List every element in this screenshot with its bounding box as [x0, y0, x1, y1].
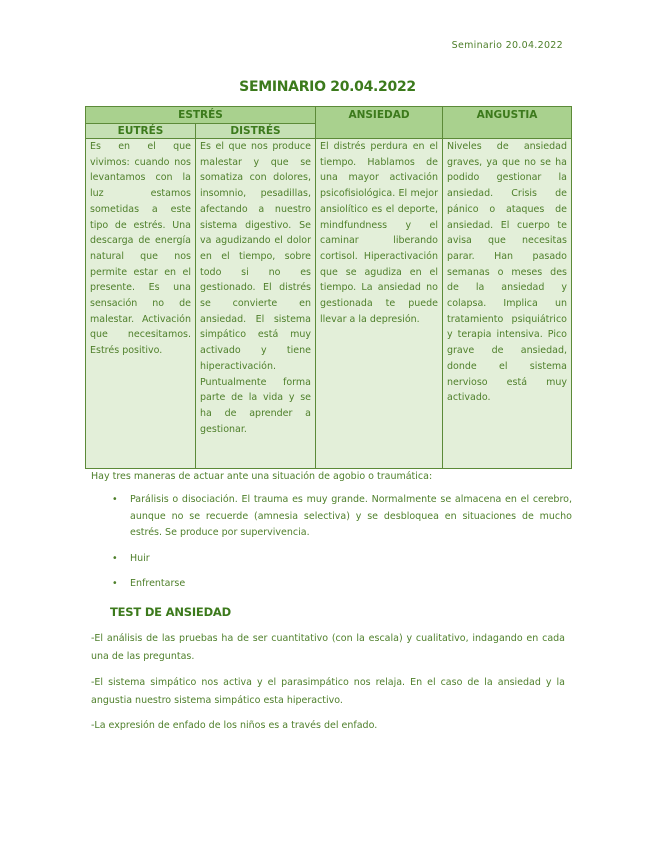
header-eutres: EUTRÉS	[86, 124, 196, 139]
bullet-list	[112, 492, 572, 602]
bullet-icon: •	[112, 552, 118, 564]
page-title: SEMINARIO 20.04.2022	[239, 79, 416, 95]
header-estres: ESTRÉS	[86, 107, 316, 124]
stress-comparison-table	[85, 106, 572, 469]
header-distres: DISTRÉS	[196, 124, 316, 139]
list-item	[112, 551, 572, 568]
paragraph: -El sistema simpático nos activa y el parasimpático nos relaja. En el caso de la ansiedad y la angustia nuestro sistema simpático esta hiperactivo.	[91, 677, 565, 706]
intro-text: Hay tres maneras de actuar ante una situación de agobio o traumática:	[91, 471, 433, 482]
bullet-icon: •	[112, 494, 118, 505]
list-item	[112, 492, 572, 542]
paragraph: -La expresión de enfado de los niños es a través del enfado.	[91, 720, 378, 731]
section-title: TEST DE ANSIEDAD	[110, 605, 231, 619]
header-angustia: ANGUSTIA	[443, 107, 572, 139]
cell-distres: Es el que nos produce malestar y que se somatiza con dolores, insomnio, pesadillas, afectando a nuestro sistema digestivo. Se va agudizando el dolor en el tiempo, sobre todo si no es gestionado. El distrés se convierte en ansiedad. El sistema simpático está muy activado y tiene hiperactivación. Puntualmente forma parte de la vida y se ha de aprender a gestionar.	[196, 139, 316, 469]
table-body-row	[86, 139, 572, 469]
list-item	[112, 576, 572, 593]
bullet-icon: •	[112, 578, 118, 589]
list-item-text: Enfrentarse	[130, 578, 186, 589]
cell-ansiedad: El distrés perdura en el tiempo. Hablamos de una mayor activación psicofisiológica. El mejor ansiolítico es el deporte, mindfundness y el caminar liberando cortisol. Hiperactivación que se agudiza en el tiempo. La ansiedad no gestionada te puede llevar a la depresión.	[316, 139, 443, 469]
table-header-row	[86, 107, 572, 124]
cell-angustia: Niveles de ansiedad graves, ya que no se ha podido gestionar la ansiedad. Crisis de pánico o ataques de ansiedad. El cuerpo te avisa que necesitas parar. Han pasado semanas o meses des de la ansiedad y colapsa. Implica un tratamiento psiquiátrico y terapia intensiva. Pico grave de ansiedad, donde el sistema nervioso está muy activado.	[443, 139, 572, 469]
paragraph: -El análisis de las pruebas ha de ser cuantitativo (con la escala) y cualitativo, indagando en cada una de las preguntas.	[91, 633, 565, 662]
list-item-text: Parálisis o disociación. El trauma es muy grande. Normalmente se almacena en el cerebro, aunque no se recuerde (amnesia selectiva) y se desbloquea en situaciones de mucho estrés. Se produce por supervivencia.	[130, 494, 572, 538]
cell-eutres: Es en el que vivimos: cuando nos levantamos con la luz estamos sometidas a este tipo de estrés. Una descarga de energía natural que nos permite estar en el presente. Es una sensación no de malestar. Activación que necesitamos. Estrés positivo.	[86, 139, 196, 469]
header-date: Seminario 20.04.2022	[451, 40, 563, 51]
header-ansiedad: ANSIEDAD	[316, 107, 443, 139]
list-item-text: Huir	[130, 552, 150, 564]
